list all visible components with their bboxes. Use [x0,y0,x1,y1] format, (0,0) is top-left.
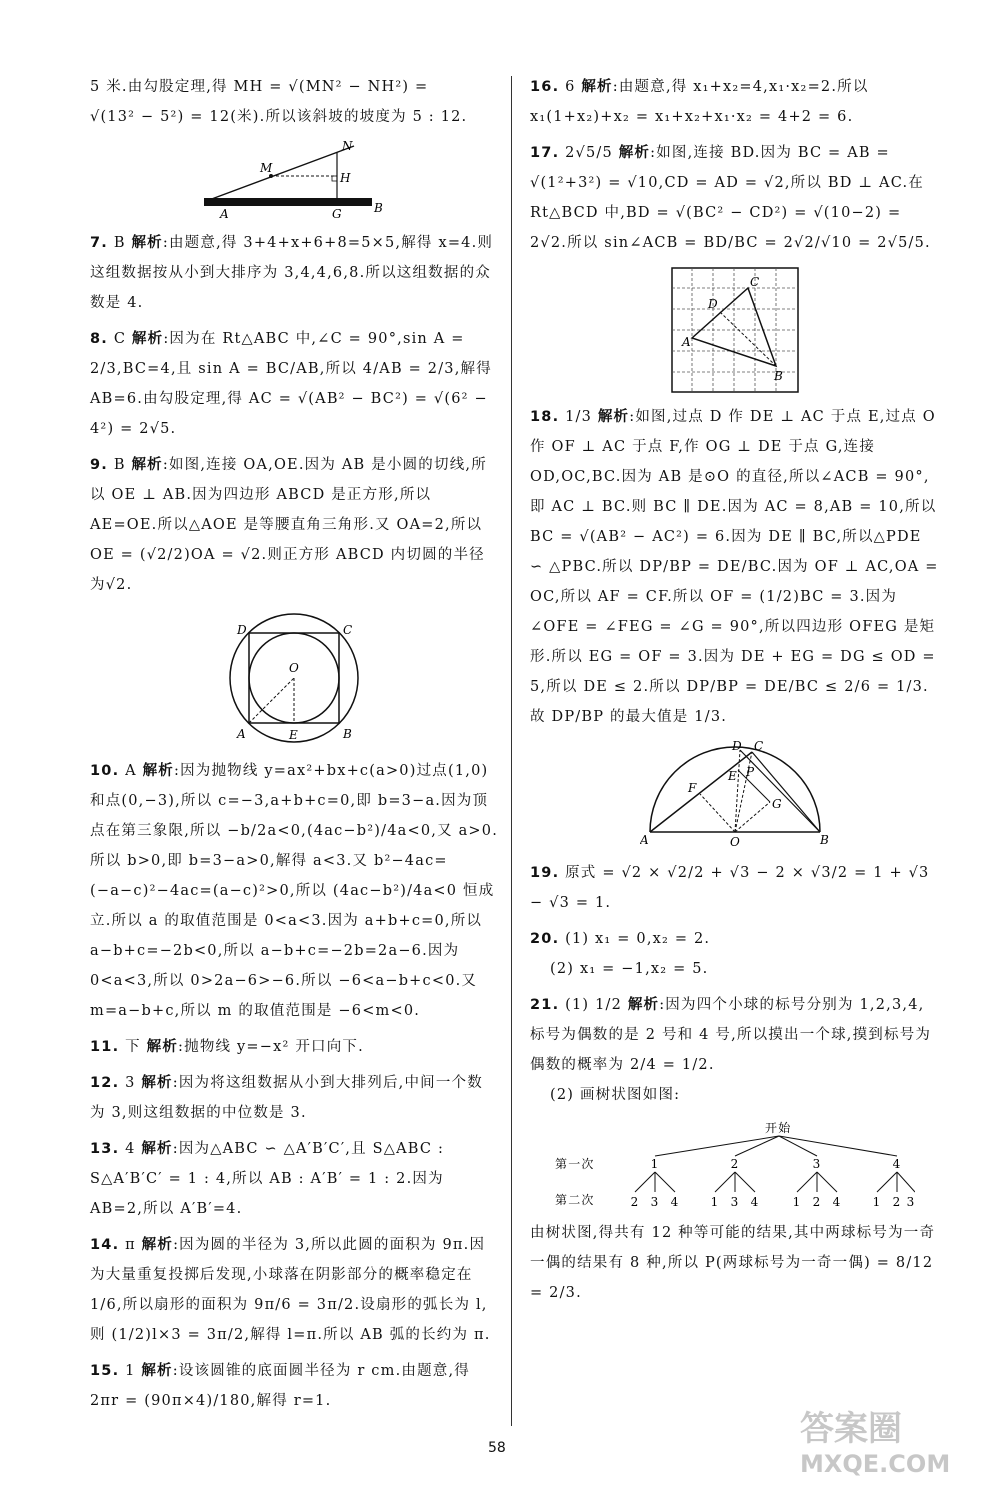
q11-number: 11. [90,1039,120,1055]
q10-answer: A [125,763,137,779]
circle-square-figure [219,608,369,748]
tree-second-4-2: 2 [892,1195,902,1209]
column-divider [511,76,512,1426]
q13-keyword: 解析 [141,1141,173,1157]
tree-second-3-2: 2 [812,1195,822,1209]
tree-second-1-1: 2 [630,1195,640,1209]
q14-number: 14. [90,1237,120,1253]
question-10 [90,756,498,1026]
label-B: B [343,727,354,741]
semicircle-figure [640,740,830,850]
q15-text: :设该圆锥的底面圆半径为 r cm.由题意,得 2πr = (90π×4)/180,解得 r=1. [90,1363,470,1409]
q16-answer: 6 [565,79,576,95]
label-A: A [220,207,230,220]
intro-line1: 5 米.由勾股定理,得 MH = √(MN² − NH²) = [90,79,429,95]
q16-keyword: 解析 [581,79,613,95]
tree-start: 开始 [765,1121,792,1135]
q19-number: 19. [530,865,560,881]
q9-keyword: 解析 [131,457,163,473]
label-O: O [730,835,742,849]
q21-part1-answer: 1/2 [595,997,622,1013]
q14-answer: π [125,1237,136,1253]
label-G: G [772,797,783,811]
q7-text: :由题意,得 3+4+x+6+8=5×5,解得 x=4.则这组数据按从小到大排序为 3,4,4,6,8.所以这组数据的众数是 4. [90,235,494,311]
question-7 [90,228,498,318]
tree-second-3-3: 4 [832,1195,842,1209]
q8-text: :因为在 Rt△ABC 中,∠C = 90°,sin A = 2/3,BC=4,且 sin A = BC/AB,所以 4/AB = 2/3,解得 AB=6.由勾股定理,得 AC = √(AB² − BC²) = √(6² − 4²) = 2√5. [90,331,492,437]
label-M: M [260,161,274,175]
intro-continuation [90,72,498,132]
page-number: 58 [488,1440,506,1456]
tree-second-4-1: 1 [872,1195,882,1209]
question-18 [530,402,940,732]
label-C: C [343,623,354,637]
label-P: P [746,765,756,779]
q21-part2-text: 由树状图,得共有 12 种等可能的结果,其中两球标号为一奇一偶的结果有 8 种,所以 P(两球标号为一奇一偶) = 8/12 = 2/3. [530,1225,936,1301]
question-20 [530,924,940,984]
q17-answer: 2√5/5 [565,145,613,161]
label-D: D [732,740,743,753]
label-O: O [289,661,301,675]
q20-part2: (2) x₁ = −1,x₂ = 5. [550,961,709,977]
q16-text: :由题意,得 x₁+x₂=4,x₁·x₂=2.所以 x₁(1+x₂)+x₂ = x₁+x₂+x₁·x₂ = 4+2 = 6. [530,79,869,125]
q12-answer: 3 [125,1075,136,1091]
q16-number: 16. [530,79,560,95]
q18-keyword: 解析 [597,409,630,425]
q18-number: 18. [530,409,560,425]
q7-keyword: 解析 [131,235,163,251]
label-B: B [774,369,785,383]
question-19 [530,858,940,918]
q14-text: :因为圆的半径为 3,所以此圆的面积为 9π.因为大量重复投掷后发现,小球落在阴影部分的概率稳定在 1/6,所以扇形的面积为 9π/6 = 3π/2.设扇形的弧长为 l,则 (1/2)l×3 = 3π/2,解得 l=π.所以 AB 弧的长约为 π. [90,1237,491,1343]
tree-first-3: 3 [812,1157,822,1171]
q14-keyword: 解析 [141,1237,174,1253]
q17-number: 17. [530,145,560,161]
label-C: C [750,275,761,289]
label-F: F [688,781,698,795]
q11-answer: 下 [125,1039,141,1055]
tree-second-3-1: 1 [792,1195,802,1209]
q21-keyword: 解析 [627,997,660,1013]
label-B: B [820,833,830,847]
q21-part2-label: (2) 画树状图如图: [550,1087,681,1103]
label-B: B [374,201,385,215]
question-14 [90,1230,498,1350]
q13-answer: 4 [125,1141,136,1157]
question-11 [90,1032,498,1062]
tree-second-2-1: 1 [710,1195,720,1209]
q8-answer: C [113,331,127,347]
watermark-logo: 答案圈 [800,1409,902,1449]
question-17 [530,138,940,258]
q11-keyword: 解析 [146,1039,179,1055]
q8-keyword: 解析 [131,331,164,347]
question-21-part2 [530,1218,940,1308]
question-12 [90,1068,498,1128]
question-21 [530,990,940,1110]
tree-second-1-3: 4 [670,1195,680,1209]
tree-second-4-3: 3 [906,1195,915,1209]
tree-row1-label: 第一次 [555,1157,595,1171]
q19-text: 原式 = √2 × √2/2 + √3 − 2 × √3/2 = 1 + √3 − √3 = 1. [530,865,930,911]
label-G: G [332,207,343,220]
q21-part1-text: :因为四个小球的标号分别为 1,2,3,4,标号为偶数的是 2 号和 4 号,所以摸出一个球,摸到标号为偶数的概率为 2/4 = 1/2. [530,997,932,1073]
label-H: H [340,171,352,185]
q11-text: :抛物线 y=−x² 开口向下. [178,1039,364,1055]
q9-text: :如图,连接 OA,OE.因为 AB 是小圆的切线,所以 OE ⊥ AB.因为四边形 ABCD 是正方形,所以 AE=OE.所以△AOE 是等腰直角三角形.又 OA=2,所以 OE = (√2/2)OA = √2.则正方形 ABCD 内切圆的半径为√2. [90,457,487,593]
q15-keyword: 解析 [141,1363,173,1379]
label-E: E [728,769,738,783]
tree-row2-label: 第二次 [555,1193,595,1207]
q12-number: 12. [90,1075,120,1091]
question-16 [530,72,940,132]
q10-number: 10. [90,763,120,779]
label-D: D [708,297,719,311]
q13-text: :因为△ABC ∽ △A′B′C′,且 S△ABC : S△A′B′C′ = 1 : 4,所以 AB : A′B′ = 1 : 2.因为 AB=2,所以 A′B′=4. [90,1141,445,1217]
tree-second-2-3: 4 [750,1195,760,1209]
tree-second-1-2: 3 [650,1195,660,1209]
q20-number: 20. [530,931,560,947]
label-A: A [640,833,650,847]
q7-number: 7. [90,235,108,251]
left-column [90,72,498,1422]
q21-number: 21. [530,997,560,1013]
q20-part1: (1) x₁ = 0,x₂ = 2. [565,931,711,947]
q10-keyword: 解析 [142,763,174,779]
q21-part1-label: (1) [565,997,590,1013]
tree-second-2-2: 3 [730,1195,740,1209]
q10-text: :因为抛物线 y=ax²+bx+c(a>0)过点(1,0)和点(0,−3),所以 c=−3,a+b+c=0,即 b=3−a.因为顶点在第三象限,所以 −b/2a<0,(4ac−b²)/4a<0,又 a>0.所以 b>0,即 b=3−a>0,解得 a<3.又 b²−4ac=(−a−c)²−4ac=(a−c)²>0,所以 (4ac−b²)/4a<0 恒成立.所以 a 的取值范围是 0<a<3.因为 a+b+c=0,所以 a−b+c=−2b<0,所以 a−b+c=−2b=2a−6.因为 0<a<3,所以 0>2a−6>−6.所以 −6<a−b+c<0.又 m=a−b+c,所以 m 的取值范围是 −6<m<0. [90,763,499,1019]
label-D: D [237,623,248,637]
question-8 [90,324,498,444]
tree-first-4: 4 [892,1157,902,1171]
q18-answer: 1/3 [565,409,593,425]
label-N: N [342,140,354,153]
intro-line2: √(13² − 5²) = 12(米).所以该斜坡的坡度为 5 : 12. [90,109,468,125]
label-E: E [289,728,299,742]
question-15 [90,1356,498,1416]
q9-number: 9. [90,457,108,473]
question-9 [90,450,498,600]
q18-text: :如图,过点 D 作 DE ⊥ AC 于点 E,过点 O 作 OF ⊥ AC 于点 F,作 OG ⊥ DE 于点 G,连接 OD,OC,BC.因为 AB 是⊙O 的直径,所以∠ACB = 90°,即 AC ⊥ BC.则 BC ∥ DE.因为 AC = 8,AB = 10,所以 BC = √(AB² − AC²) = 6.因为 DE ∥ BC,所以△PDE ∽ △PBC.所以 DP/BP = DE/BC.因为 OF ⊥ AC,OA = OC,所以 AF = CF.所以 OF = (1/2)BC = 3.因为∠OFE = ∠FEG = ∠G = 90°,所以四边形 OFEG 是矩形.所以 EG = OF = 3.因为 DE + EG = DG ≤ OD = 5,所以 DE ≤ 2.所以 DP/BP = DE/BC ≤ 2/6 = 1/3.故 DP/BP 的最大值是 1/3. [530,409,939,725]
q17-keyword: 解析 [618,145,651,161]
q8-number: 8. [90,331,108,347]
q12-keyword: 解析 [141,1075,173,1091]
q17-text: :如图,连接 BD.因为 BC = AB = √(1²+3²) = √10,CD = AD = √2,所以 BD ⊥ AC.在 Rt△BCD 中,BD = √(BC² − CD²) = √(10−2) = 2√2.所以 sin∠ACB = BD/BC = 2√2/√10 = 2√5/5. [530,145,931,251]
q13-number: 13. [90,1141,120,1157]
tree-diagram [555,1118,915,1210]
right-column [530,72,940,1314]
watermark-url: MXQE.COM [800,1450,951,1478]
label-A: A [682,335,692,349]
tree-first-1: 1 [650,1157,660,1171]
q9-answer: B [113,457,126,473]
q7-answer: B [113,235,126,251]
label-A: A [237,727,247,741]
question-13 [90,1134,498,1224]
q12-text: :因为将这组数据从小到大排列后,中间一个数为 3,则这组数据的中位数是 3. [90,1075,483,1121]
slope-figure [194,140,394,220]
q15-number: 15. [90,1363,120,1379]
label-C: C [754,740,765,753]
q15-answer: 1 [125,1363,136,1379]
grid-triangle-figure [670,266,800,394]
tree-first-2: 2 [730,1157,740,1171]
